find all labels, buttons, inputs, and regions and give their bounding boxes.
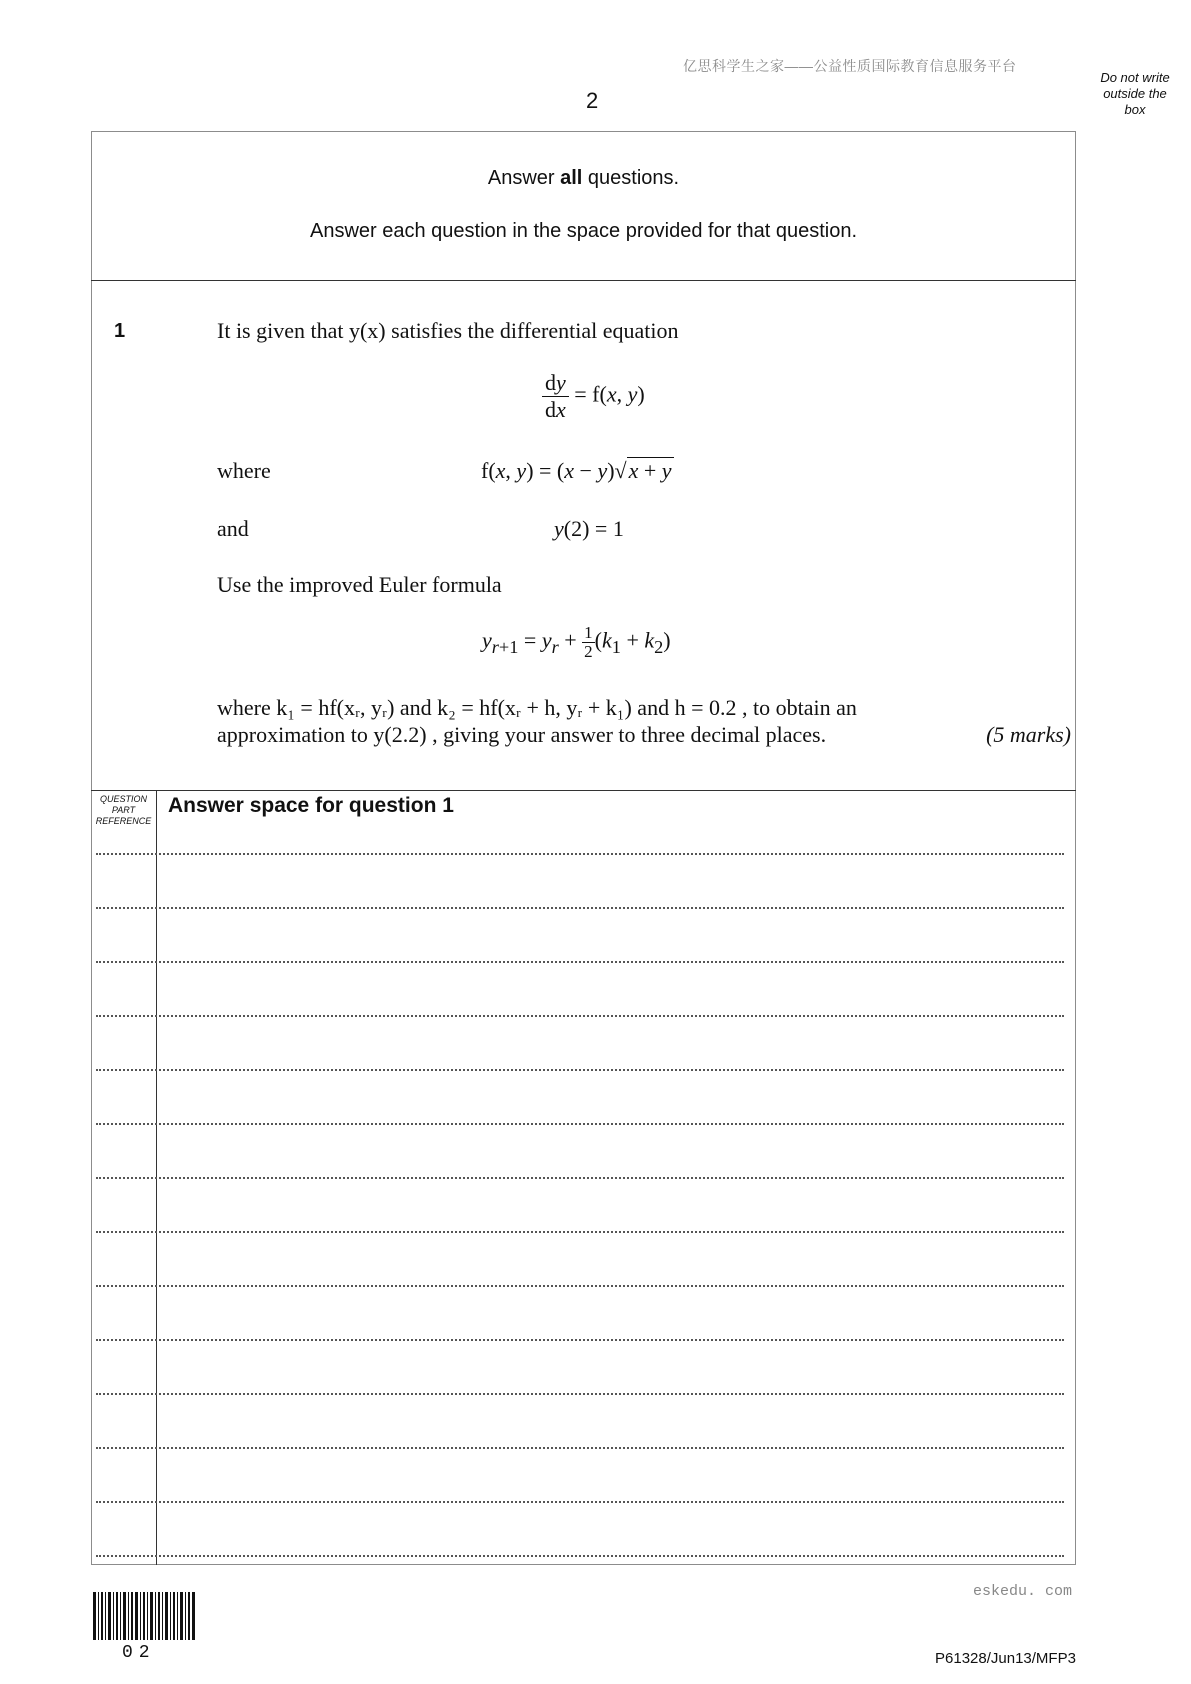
answer-space-divider <box>91 790 1076 791</box>
question-intro: It is given that y(x) satisfies the differential equation <box>217 318 679 343</box>
answer-line[interactable] <box>96 1339 1064 1341</box>
paper-reference: P61328/Jun13/MFP3 <box>935 1650 1076 1667</box>
euler-intro: Use the improved Euler formula <box>217 572 502 597</box>
answer-line[interactable] <box>96 907 1064 909</box>
answer-line[interactable] <box>96 1177 1064 1179</box>
marks-label: (5 marks) <box>986 722 1071 747</box>
answer-line[interactable] <box>96 1393 1064 1395</box>
question-conditions: where k₁ = hf(xᵣ, yᵣ) and k₂ = hf(xᵣ + h, yᵣ + k₁) and h = 0.2 , to obtain an <box>217 695 857 720</box>
watermark-bottom: eskedu. com <box>973 1583 1073 1600</box>
where-label: where <box>217 458 271 483</box>
margin-note <box>1090 70 1180 118</box>
answer-line[interactable] <box>96 961 1064 963</box>
function-definition: f(x, y) = (x − y)√x + y <box>481 458 672 483</box>
answer-line[interactable] <box>96 853 1064 855</box>
answer-line[interactable] <box>96 1501 1064 1503</box>
margin-note-line: outside the <box>1103 86 1167 101</box>
barcode-number: 02 <box>122 1643 156 1663</box>
instruction-answer-space: Answer each question in the space provided for that question. <box>309 220 857 242</box>
question-part-reference-label: QUESTION PART REFERENCE <box>95 794 152 826</box>
and-label: and <box>217 516 249 541</box>
margin-note-line: Do not write <box>1100 70 1170 85</box>
answer-line[interactable] <box>96 1015 1064 1017</box>
initial-condition: y(2) = 1 <box>554 516 624 541</box>
question-task: approximation to y(2.2) , giving your answer to three decimal places. <box>217 722 827 747</box>
answer-line[interactable] <box>96 1123 1064 1125</box>
improved-euler-formula: $y_{r+1} = y_r$ + $\frac{1}{2}$ $(k_1 + k_2)$ <box>482 623 671 661</box>
question-number: 1 <box>114 320 126 342</box>
answer-frame <box>91 131 1076 1565</box>
watermark-top: 亿思科学生之家——公益性质国际教育信息服务平台 <box>683 58 1017 74</box>
instruction-answer-all: Answer all questions. <box>487 167 680 189</box>
barcode-icon <box>93 1592 195 1640</box>
answer-line[interactable] <box>96 1231 1064 1233</box>
instructions-box <box>91 131 1076 281</box>
margin-note-line: box <box>1124 102 1146 117</box>
differential-equation: $\frac{dy}{dx}$ = f(x, y) <box>542 370 645 423</box>
page-number: 2 <box>586 88 599 113</box>
answer-line[interactable] <box>96 1555 1064 1557</box>
answer-space-title: Answer space for question 1 <box>168 794 454 817</box>
answer-line[interactable] <box>96 1447 1064 1449</box>
answer-line[interactable] <box>96 1285 1064 1287</box>
answer-line[interactable] <box>96 1069 1064 1071</box>
